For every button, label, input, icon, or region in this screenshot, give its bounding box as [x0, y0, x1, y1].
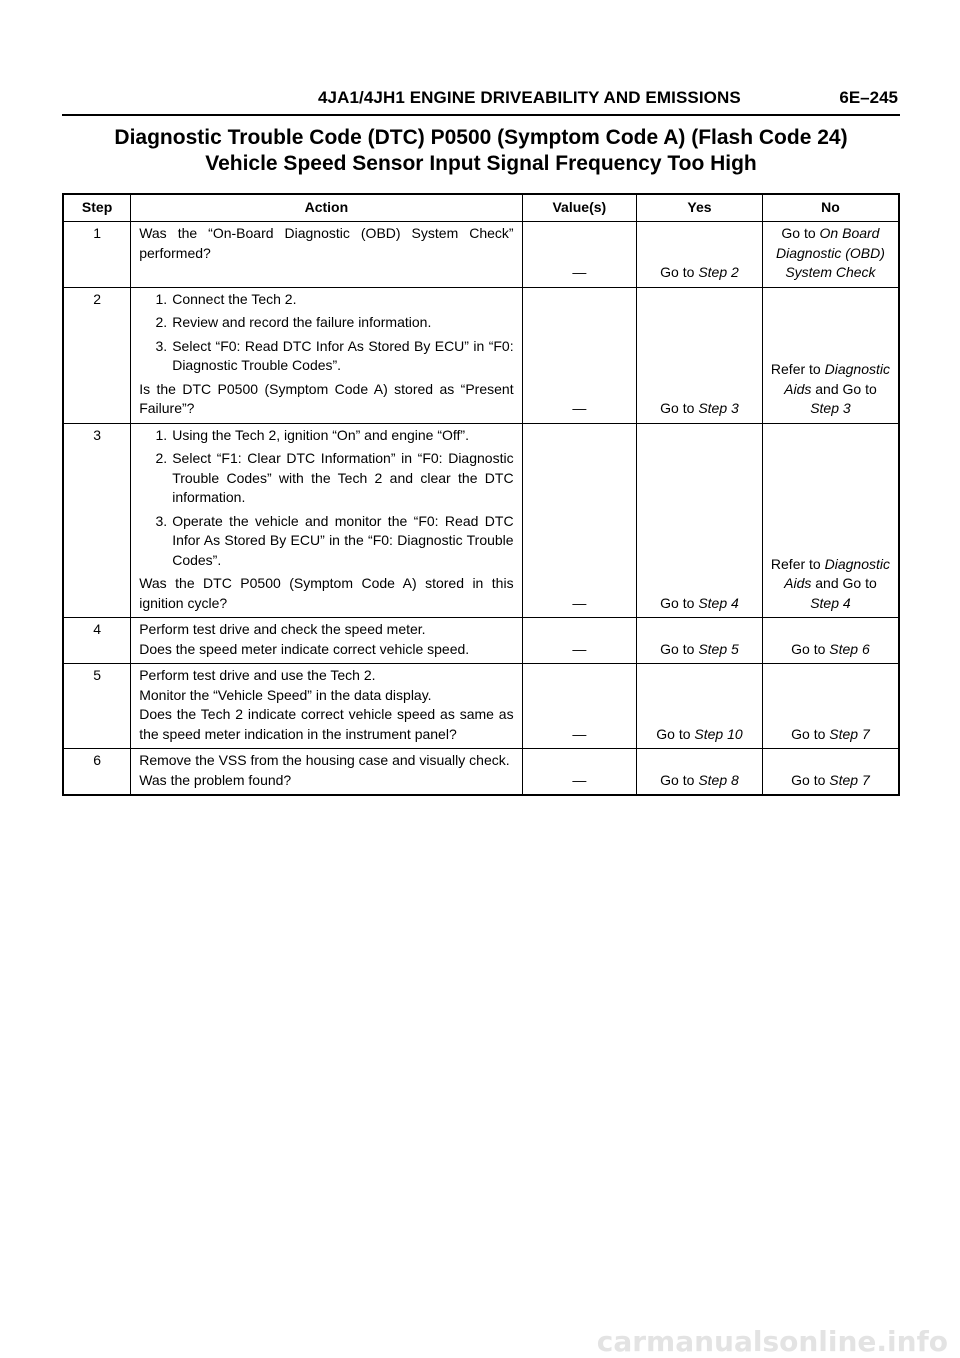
- table-row: [63, 749, 899, 796]
- action-item-number: 1.: [155, 426, 168, 443]
- action-question: Was the “On-Board Diagnostic (OBD) System Check” performed?: [139, 225, 514, 261]
- no-prefix: Go to: [781, 225, 820, 241]
- value-cell: —: [522, 222, 637, 288]
- yes-cell: [637, 423, 763, 618]
- diagnostic-table: [62, 193, 900, 796]
- action-cell: [131, 749, 522, 796]
- header-title: 4JA1/4JH1 ENGINE DRIVEABILITY AND EMISSIONS: [318, 88, 741, 107]
- yes-cell: [637, 618, 763, 664]
- header-values: Value(s): [522, 194, 637, 222]
- table-row: [63, 423, 899, 618]
- step-number: 2: [63, 287, 131, 423]
- yes-prefix: Go to: [660, 771, 699, 788]
- table-row: [63, 664, 899, 749]
- action-list-item: [139, 426, 513, 446]
- action-item-text: Operate the vehicle and monitor the “F0: Read DTC Infor As Stored By ECU” in the “F0: Diagnostic Trouble Codes”.: [172, 512, 514, 568]
- yes-prefix: Go to: [660, 640, 699, 657]
- header-yes: Yes: [637, 194, 763, 222]
- action-question: Perform test drive and use the Tech 2. Monitor the “Vehicle Speed” in the data display. Does the Tech 2 indicate correct vehicle speed as same as the speed meter indication in the instrument panel?: [139, 667, 514, 742]
- action-list-item: [139, 337, 513, 376]
- no-reference-link[interactable]: Step 6: [829, 640, 870, 657]
- step-number: 1: [63, 222, 131, 288]
- action-question: Is the DTC P0500 (Symptom Code A) stored as “Present Failure”?: [139, 380, 514, 416]
- yes-step-link[interactable]: Step 5: [698, 640, 739, 657]
- action-cell: [131, 664, 522, 749]
- no-reference-link[interactable]: Diagnostic Aids: [784, 555, 890, 591]
- no-mid-text: and Go to: [811, 380, 881, 397]
- action-item-number: 1.: [155, 290, 168, 307]
- no-reference-link[interactable]: Step 7: [829, 771, 870, 788]
- page-header: [62, 86, 900, 116]
- yes-prefix: Go to: [660, 400, 699, 416]
- title-line-1: Diagnostic Trouble Code (DTC) P0500 (Symptom Code A) (Flash Code 24): [114, 126, 848, 149]
- no-cell: [762, 749, 899, 796]
- action-item-number: 2.: [155, 450, 168, 466]
- action-question: Remove the VSS from the housing case and visually check. Was the problem found?: [139, 752, 510, 788]
- value-cell: —: [522, 664, 637, 749]
- no-cell: [762, 287, 899, 423]
- action-item-number: 3.: [155, 512, 168, 529]
- value-cell: —: [522, 423, 637, 618]
- header-step: Step: [63, 194, 131, 222]
- yes-cell: [637, 664, 763, 749]
- yes-cell: [637, 287, 763, 423]
- action-list-item: [139, 290, 513, 310]
- no-reference-link[interactable]: Diagnostic Aids: [784, 361, 890, 397]
- action-cell: [131, 287, 522, 423]
- step-number: 4: [63, 618, 131, 664]
- table-row: [63, 618, 899, 664]
- yes-step-link[interactable]: Step 4: [698, 594, 739, 611]
- action-cell: [131, 222, 522, 288]
- action-item-text: Using the Tech 2, ignition “On” and engine “Off”.: [172, 426, 469, 443]
- no-reference-link[interactable]: Step 7: [829, 725, 870, 742]
- step-number: 6: [63, 749, 131, 796]
- header-action: Action: [131, 194, 522, 222]
- table-row: [63, 287, 899, 423]
- action-item-number: 2.: [155, 314, 168, 330]
- action-list-item: [139, 449, 513, 508]
- no-prefix: Go to: [791, 725, 830, 742]
- no-prefix: Go to: [791, 640, 830, 657]
- document-title: [62, 125, 900, 177]
- watermark: carmanualsonline.info: [596, 1325, 948, 1358]
- table-header-row: [63, 194, 899, 222]
- action-cell: [131, 423, 522, 618]
- no-prefix: Refer to: [770, 361, 825, 377]
- yes-step-link[interactable]: Step 3: [698, 400, 739, 416]
- action-cell: [131, 618, 522, 664]
- action-item-text: Review and record the failure information.: [172, 314, 432, 330]
- yes-cell: [637, 749, 763, 796]
- action-item-text: Select “F0: Read DTC Infor As Stored By ECU” in “F0: Diagnostic Trouble Codes”.: [172, 337, 514, 373]
- no-cell: [762, 664, 899, 749]
- no-cell: [762, 618, 899, 664]
- no-step-link[interactable]: Step 3: [810, 400, 851, 416]
- yes-cell: [637, 222, 763, 288]
- action-list-item: [139, 512, 513, 571]
- no-step-link[interactable]: Step 4: [810, 594, 851, 611]
- value-cell: —: [522, 749, 637, 796]
- table-body: [63, 222, 899, 796]
- title-line-2: Vehicle Speed Sensor Input Signal Frequency Too High: [205, 152, 757, 175]
- action-question: Perform test drive and check the speed meter. Does the speed meter indicate correct vehicle speed.: [139, 621, 470, 657]
- value-cell: —: [522, 618, 637, 664]
- yes-step-link[interactable]: Step 8: [698, 771, 739, 788]
- yes-prefix: Go to: [660, 264, 699, 280]
- action-item-text: Connect the Tech 2.: [172, 290, 297, 307]
- action-item-number: 3.: [155, 337, 168, 354]
- step-number: 5: [63, 664, 131, 749]
- action-list-item: [139, 313, 513, 333]
- yes-prefix: Go to: [656, 725, 695, 742]
- action-item-text: Select “F1: Clear DTC Information” in “F0: Diagnostic Trouble Codes” with the Tech 2 and clear the DTC information.: [172, 450, 514, 505]
- no-prefix: Go to: [791, 771, 830, 788]
- header-no: No: [762, 194, 899, 222]
- yes-prefix: Go to: [660, 594, 699, 611]
- no-mid-text: and Go to: [811, 575, 881, 591]
- yes-step-link[interactable]: Step 10: [694, 725, 743, 742]
- step-number: 3: [63, 423, 131, 618]
- no-prefix: Refer to: [770, 555, 825, 572]
- no-cell: [762, 423, 899, 618]
- no-reference-link[interactable]: On Board Diagnostic (OBD) System Check: [775, 225, 885, 280]
- page-number: 6E–245: [839, 88, 898, 107]
- table-row: [63, 222, 899, 288]
- yes-step-link[interactable]: Step 2: [698, 264, 739, 280]
- action-question: Was the DTC P0500 (Symptom Code A) stored in this ignition cycle?: [139, 575, 514, 611]
- no-cell: [762, 222, 899, 288]
- value-cell: —: [522, 287, 637, 423]
